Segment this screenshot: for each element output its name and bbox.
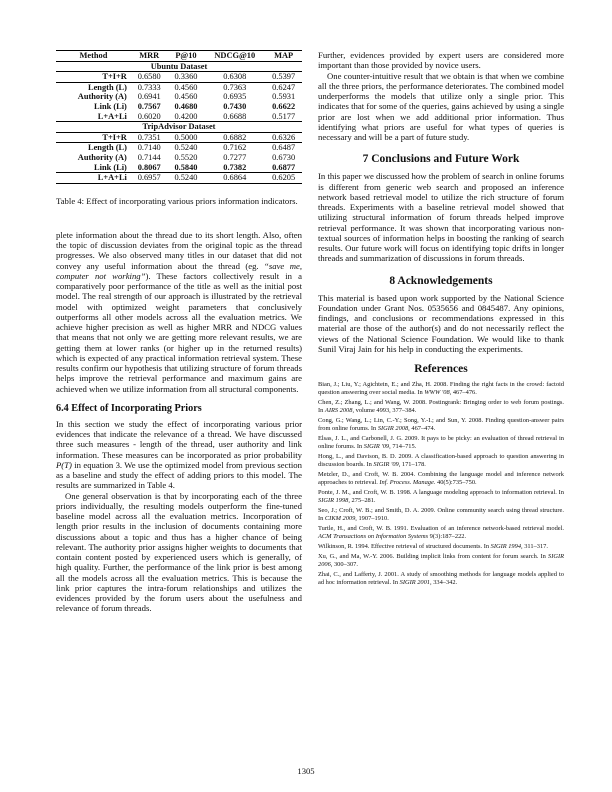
table-cell-method: Authority (A) xyxy=(77,92,127,102)
body-paragraph: One general observation is that by incorporating each of the three priors individually, the resulting models outperform the fine-tuned baseline model across all the evaluation metrics. Incorporation of length prior results in the inclusion of documents containing more discussions about a topic and thus has a higher chance of being relevant. The authority prior assigns higher weights to documents that contain content posted by experienced users which is generally, of high quality. Further, the performance of the link prior is best among all the models across all the evaluation metrics. This is because the link prior captures the intra-forum relationships and utilizes the evidences provided by the forum users about the usefulness and relevance of forum threads. xyxy=(56,490,302,614)
table-row xyxy=(56,173,302,184)
reference-pages: , 1907–1910. xyxy=(355,515,389,523)
right-column xyxy=(318,50,564,589)
section-heading-acknowledgements: 8 Acknowledgements xyxy=(389,274,493,287)
reference-venue: Inf. Process. Manage. xyxy=(379,479,436,487)
reference-item xyxy=(318,507,564,524)
reference-text: Bian, J.; Liu, Y.; Agichtein, E.; and Zha, H. 2008. Finding the right facts in the crowd: factoid question answering over social media. In xyxy=(318,381,564,397)
table-cell-value: 0.7363 xyxy=(223,82,247,92)
table-cell-value: 0.6730 xyxy=(272,152,296,162)
reference-pages: , 467–476. xyxy=(449,389,477,397)
references-list xyxy=(318,381,564,587)
reference-venue: SIGIR '09 xyxy=(373,461,399,469)
reference-pages: , 275–281. xyxy=(348,497,376,505)
reference-item xyxy=(318,489,564,506)
table-cell-method: Link (Li) xyxy=(56,163,131,173)
table-cell-value: 0.6487 xyxy=(272,143,296,153)
table-cell-value: 0.6205 xyxy=(265,173,302,184)
reference-item xyxy=(318,435,564,452)
table-cell-value: 0.7144 xyxy=(137,152,161,162)
table-cell-value: 0.4200 xyxy=(168,112,205,122)
table-cell-value: 0.6688 xyxy=(204,112,265,122)
table-cell-method: T+I+R xyxy=(56,72,131,83)
reference-venue: SIGIR '09 xyxy=(363,443,390,451)
reference-venue: SIGIR 1998 xyxy=(318,497,349,505)
reference-text: Chen, Z.; Zhang, L.; and Wang, W. 2008. Postingrank: Bringing order to web forum postings. In xyxy=(318,398,564,415)
text-run: plete information about the thread due to its short length. Also, often the topic of discussion deviates from the original topic as the thread progresses. We also observed many titles in our dataset that did not convey any useful information about the thread (eg. xyxy=(56,229,302,271)
table-cell-value: 0.6877 xyxy=(265,163,302,173)
table-header-mrr: MRR xyxy=(131,51,168,62)
table-cell-method: L+A+Li xyxy=(56,173,131,184)
section-heading-references: References xyxy=(414,363,468,375)
table-cell-value: 0.7333 xyxy=(137,82,161,92)
table-cell-value: 0.6247 xyxy=(272,82,296,92)
reference-text: Seo, J.; Croft, W. B.; and Smith, D. A. 2009. Online community search using thread structure. In xyxy=(318,506,564,523)
math-expression: P(T) xyxy=(56,459,72,470)
reference-venue: SIGIR 1994 xyxy=(490,542,522,550)
table-row xyxy=(56,112,302,122)
table-cell-value: 0.4560 xyxy=(174,92,198,102)
table-header-row xyxy=(56,51,302,62)
table-section-row xyxy=(56,61,302,72)
reference-pages: , 467–474. xyxy=(408,425,436,433)
results-table xyxy=(56,50,302,184)
reference-venue: AIRS 2008 xyxy=(324,407,353,415)
reference-venue: SIGIR 2006 xyxy=(318,552,564,568)
section-heading-6-4: 6.4 Effect of Incorporating Priors xyxy=(56,402,202,414)
quoted-title-example: “save me, computer not working” xyxy=(56,260,302,281)
table-cell-value: 0.6882 xyxy=(204,132,265,143)
reference-item xyxy=(318,453,564,470)
reference-text: Turtle, H., and Croft, W. B. 1991. Evaluation of an inference network-based retrieval model. xyxy=(318,524,564,532)
table-header-method: Method xyxy=(56,51,131,62)
table-cell-value: 0.7162 xyxy=(223,143,247,153)
table-cell-value: 0.6308 xyxy=(204,72,265,83)
reference-pages: , 714–715. xyxy=(389,443,417,451)
table-cell-value: 0.5177 xyxy=(265,112,302,122)
reference-text: Ponte, J. M., and Croft, W. B. 1998. A language modeling approach to information retrieval. In xyxy=(318,488,564,496)
table-row xyxy=(56,72,302,83)
table-header-map: MAP xyxy=(265,51,302,62)
table-row xyxy=(56,82,302,92)
table-row xyxy=(56,153,302,163)
table-header-ndcg10: NDCG@10 xyxy=(204,51,265,62)
reference-item xyxy=(318,381,564,398)
section-heading-conclusions: 7 Conclusions and Future Work xyxy=(362,153,520,166)
acknowledgements-paragraph: This material is based upon work supported by the National Science Foundation under Grant Nos. 0535656 and 0845487. Any opinions, findings, and conclusions or recommendations expressed in this material are those of the author(s) and do not necessarily reflect the views of the National Science Foundation. We would like to thank Sunil Viraj Jain for his help in conducting the experiments. xyxy=(318,292,564,354)
reference-item xyxy=(318,525,564,542)
table-cell-value: 0.5240 xyxy=(168,173,205,184)
text-run: ). These factors collectively result in a comparatively poor performance of the title as well as the initial post model. The real strength of our approach is illustrated by the retrieval model with optimized weight parameters that conclusively outperforms all other models across all the evaluation metrics. We achieve higher precision as well as higher MRR and NDCG values that means that not only we are getting more relevant results, we are getting them at lower ranks (or higher up in the returned results) which is expected of any practical information retrieval system. These results confirm our hypothesis that utilizing structure of forum threads helps improve the retrieval performance and maximum gains are achieved when we utilize information from all structural components. xyxy=(56,270,302,394)
table-cell-value: 0.7140 xyxy=(137,143,161,153)
table-cell-method: T+I+R xyxy=(56,132,131,143)
table-cell-value: 0.4560 xyxy=(174,82,198,92)
table-cell-value: 0.6935 xyxy=(223,92,247,102)
table-cell-value: 0.5520 xyxy=(174,152,198,162)
table-cell-method: Length (L) xyxy=(88,143,127,153)
reference-item xyxy=(318,471,564,488)
reference-pages: 9(3):187–222. xyxy=(428,533,467,541)
reference-text: Wilkinson, R. 1994. Effective retrieval of structured documents. In xyxy=(318,542,491,550)
table-body xyxy=(56,61,302,183)
table-cell-value: 0.7351 xyxy=(131,132,168,143)
reference-pages: , 311–317. xyxy=(521,542,548,550)
table-cell-value: 0.5931 xyxy=(272,92,296,102)
conclusions-paragraph: In this paper we discussed how the problem of search in online forums is different from generic web search and proposed an inference network based retrieval model to utilize the rich structure of forum threads. Experiments with a baseline retrieval model showed that utilizing structural information of forum threads helped improve retrieval performance. It was shown that incorporating various non-textual sources of information helps in boosting the ranking of search results. Our future work will focus on identifying topic drifts in longer threads and summarization of discussions in forum threads. xyxy=(318,171,564,264)
reference-item xyxy=(318,417,564,434)
table-cell-value: 0.5840 xyxy=(168,163,205,173)
table-cell-value: 0.7567 xyxy=(137,101,161,111)
table-row xyxy=(56,132,302,143)
table-cell-method: Length (L) xyxy=(88,82,127,92)
body-paragraph xyxy=(56,230,302,394)
reference-venue: WWW '08 xyxy=(424,389,450,397)
table-header-p10: P@10 xyxy=(168,51,205,62)
reference-text: Hong, L., and Davison, B. D. 2009. A classification-based approach to question answering in discussion boards. In xyxy=(318,452,564,469)
table-cell-value: 0.6580 xyxy=(131,72,168,83)
reference-text: Xu, G., and Ma, W.-Y. 2006. Building implicit links from content for forum search. In xyxy=(318,552,549,560)
body-paragraph: Further, evidences provided by expert users are considered more important than those provided by novice users. xyxy=(318,50,564,71)
table-cell-value: 0.6864 xyxy=(204,173,265,184)
reference-item xyxy=(318,571,564,588)
table-cell-value: 0.8067 xyxy=(131,163,168,173)
table-cell-value: 0.6941 xyxy=(137,92,161,102)
body-paragraph: One counter-intuitive result that we obtain is that when we combine all the three priors, the performance deteriorates. The combined model underperforms the models that utilize only a single prior. This indicates that for some of the queries, gains achieved by using a single prior are lost when we add additional prior information. Thus identifying what priors are useful for what types of queries is necessary and will be a part of future study. xyxy=(318,70,564,142)
table-cell-method: L+A+Li xyxy=(56,112,131,122)
table-cell-method: Link (Li) xyxy=(94,101,127,111)
table-cell-value: 0.6622 xyxy=(272,101,296,111)
reference-text: Zhai, C., and Lafferty, J. 2001. A study of smoothing methods for language models applied to ad hoc information retrieval. In xyxy=(318,570,564,586)
reference-text: Cong, G.; Wang, L.; Lin, C.-Y.; Song, Y.-I.; and Sun, Y. 2008. Finding question-answer pairs from online forums. In xyxy=(318,416,564,433)
reference-venue: CIKM 2009 xyxy=(324,515,356,523)
table-section-title: Ubuntu Dataset xyxy=(56,61,302,72)
reference-item xyxy=(318,399,564,416)
table-cell-value: 0.5397 xyxy=(265,72,302,83)
table-cell-value: 0.6326 xyxy=(265,132,302,143)
reference-text: Elsas, J. L., and Carbonell, J. G. 2009. It pays to be picky: an evaluation of thread retrieval in online forums. In xyxy=(318,434,564,451)
text-run: In this section we study the effect of incorporating various prior evidences that indicate the relevance of a thread. We have discussed three such measures - length of the thread, user authority and link information. These measures can be incorporated as prior probability xyxy=(56,418,302,460)
reference-venue: ACM Transactions on Information Systems xyxy=(318,533,429,541)
reference-item xyxy=(318,543,564,551)
reference-venue: SIGIR 2008 xyxy=(377,425,409,433)
table-section-title: TripAdvisor Dataset xyxy=(56,122,302,133)
table-cell-value: 0.6957 xyxy=(131,173,168,184)
body-paragraph xyxy=(56,419,302,491)
reference-text: Metzler, D., and Croft, W. B. 2004. Combining the language model and inference network approaches to retrieval. xyxy=(318,470,564,487)
reference-pages: , 334–342. xyxy=(430,578,458,586)
table-row xyxy=(56,92,302,102)
text-run: in equation 3. We use the optimized model from previous section as a baseline and study the effect of adding priors to this model. The results are summarized in Table 4. xyxy=(56,459,302,491)
table-cell-value: 0.5000 xyxy=(168,132,205,143)
table-row xyxy=(56,163,302,173)
reference-venue: SIGIR 2001 xyxy=(399,578,430,586)
table-caption: Table 4: Effect of incorporating various priors information indicators. xyxy=(56,195,298,206)
table-cell-value: 0.4680 xyxy=(174,101,198,111)
table-cell-value: 0.3360 xyxy=(168,72,205,83)
table-cell-value: 0.7430 xyxy=(223,101,247,111)
table-cell-value: 0.7277 xyxy=(223,152,247,162)
reference-pages: , 171–178. xyxy=(398,461,426,469)
table-cell-value: 0.7382 xyxy=(204,163,265,173)
reference-pages: 40(5):735–750. xyxy=(435,479,477,487)
table-section-row xyxy=(56,122,302,133)
table-row xyxy=(56,143,302,153)
left-column xyxy=(56,50,302,614)
table-cell-value: 0.6020 xyxy=(131,112,168,122)
table-cell-method: Authority (A) xyxy=(77,152,127,162)
page-number: 1305 xyxy=(297,766,315,776)
table-cell-value: 0.5240 xyxy=(174,143,198,153)
reference-item xyxy=(318,553,564,570)
table-row xyxy=(56,102,302,112)
reference-pages: , 300–307. xyxy=(330,560,358,568)
reference-pages: , volume 4993, 377–384. xyxy=(352,407,417,415)
